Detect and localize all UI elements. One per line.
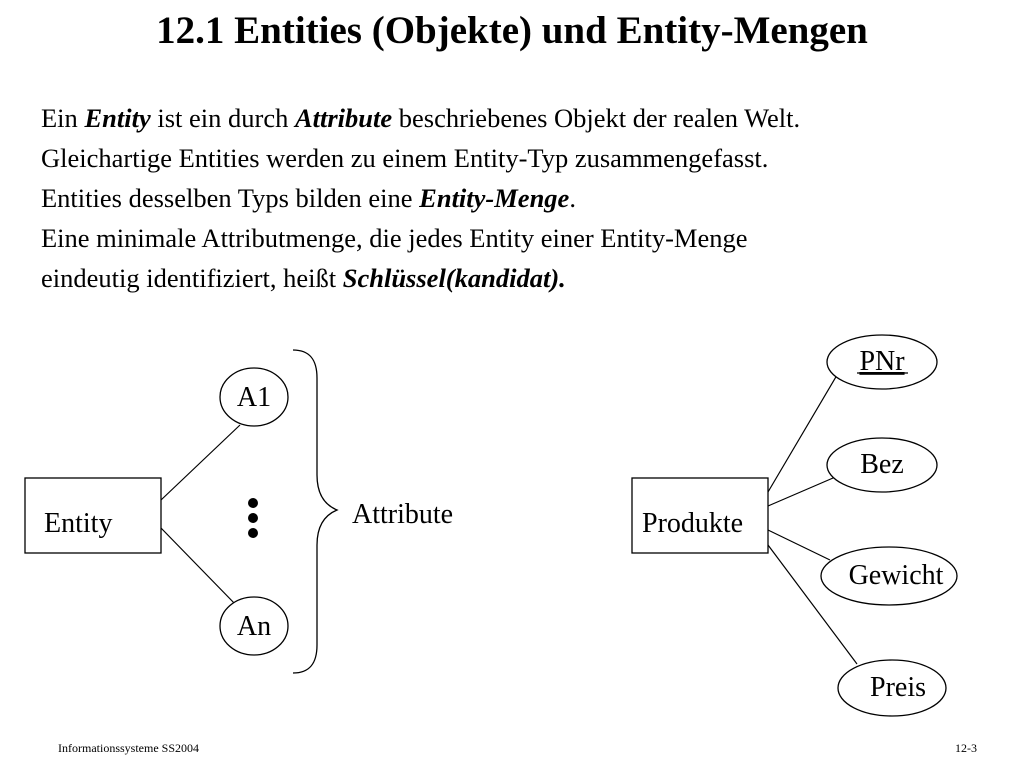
ellipsis-dots [248,498,258,538]
attribute-label-a1: A1 [236,382,272,413]
connector-line [161,528,237,606]
connector-line [768,530,830,560]
entity-label-produkte: Produkte [642,508,744,539]
text-segment: . [569,183,576,213]
attribute-label-preis: Preis [870,672,926,703]
term-schluessel: Schlüssel(kandidat). [342,263,566,293]
attribute-label-bez: Bez [860,449,904,480]
curly-brace [293,350,337,673]
brace-label: Attribute [352,499,454,530]
connector-line [161,425,240,500]
attribute-label-pnr: PNr [859,346,905,377]
attribute-label-gewicht: Gewicht [848,560,944,591]
footer-course: Informationssysteme SS2004 [58,741,199,755]
term-entity: Entity [84,103,151,133]
text-segment: ist ein durch [150,103,295,133]
term-attribute: Attribute [294,103,393,133]
entity-label: Entity [44,508,113,539]
text-segment: eindeutig identifiziert, heißt [41,263,343,293]
text-segment: beschriebenes Objekt der realen Welt. [392,103,801,133]
attribute-label-an: An [236,611,272,642]
text-line-2: Gleichartige Entities werden zu einem Entity-Typ zusammengefasst. [41,143,769,173]
footer-page-number: 12-3 [955,741,977,755]
text-segment: Entities desselben Typs bilden eine [41,183,420,213]
term-entity-menge: Entity-Menge [419,183,570,213]
slide-title: 12.1 Entities (Objekte) und Entity-Mengen [156,9,868,52]
text-line-4: Eine minimale Attributmenge, die jedes Entity einer Entity-Menge [41,223,748,253]
generic-er-diagram [25,350,453,673]
text-segment: Ein [41,103,85,133]
example-er-diagram [632,335,957,716]
connector-line [768,475,840,506]
